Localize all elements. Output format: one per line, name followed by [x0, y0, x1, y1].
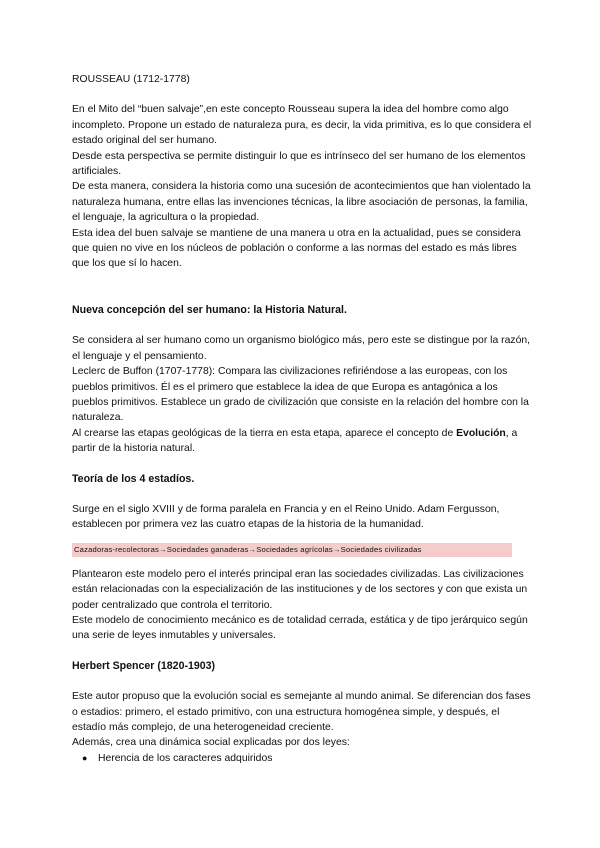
- section-heading-4-estadios: Teoría de los 4 estadíos.: [72, 472, 195, 485]
- section-heading-historia-natural: Nueva concepción del ser humano: la Historia Natural.: [72, 303, 347, 316]
- section-heading-spencer: Herbert Spencer (1820-1903): [72, 659, 216, 672]
- list-item-text: Herencia de los caracteres adquiridos: [98, 752, 273, 764]
- evolucion-text-start: Al crearse las etapas geológicas de la tierra en esta etapa, aparece el concepto de: [72, 427, 457, 439]
- rousseau-paragraph-4: Esta idea del buen salvaje se mantiene de una manera u otra en la actualidad, pues se considera que quien no vive en los núcleos de población o conforme a las normas del estado es más libres que los que sí lo hacen.: [72, 227, 521, 270]
- estadios-paragraph-1: Surge en el siglo XVIII y de forma paralela en Francia y en el Reino Unido. Adam Fergusson, establecen por primera vez las cuatro etapas de la historia de la humanidad.: [72, 503, 500, 531]
- estadios-paragraph-3: Este modelo de conocimiento mecánico es de totalidad cerrada, estática y de tipo jerárquico según una serie de leyes inmutables y universales.: [72, 614, 528, 642]
- document-title: ROUSSEAU (1712-1778): [72, 74, 190, 85]
- evolucion-bold: Evolución: [456, 427, 506, 439]
- historia-natural-paragraph-1: Se considera al ser humano como un organismo biológico más, pero este se distingue por la razón, el lenguaje y el pensamiento.: [72, 335, 531, 362]
- spencer-paragraph-1: Este autor propuso que la evolución social es semejante al mundo animal. Se diferencian dos fases o estadios: primero, el estado primitivo, con una estructura homogénea simple, y después, el estadío más complejo, de una heterogeneidad creciente.: [72, 691, 531, 733]
- list-item: [82, 751, 532, 766]
- historia-natural-paragraph-3: [72, 426, 532, 457]
- evolucion-text-end: , a partir de la historia natural.: [72, 427, 518, 455]
- spencer-paragraph-2: Además, crea una dinámica social explicadas por dos leyes:: [72, 737, 350, 749]
- estadios-paragraph-2: Plantearon este modelo pero el interés principal eran las sociedades civilizadas. Las civilizaciones están relacionadas con la especialización de las instituciones y de los sectores y con que exista un poder centralizado que controla el territorio.: [72, 568, 528, 611]
- historia-natural-paragraph-2: Leclerc de Buffon (1707-1778): Compara las civilizaciones refiriéndose a las europeas, con los pueblos primitivos. Él es el primero que establece la idea de que Europa es antagónica a los pueblos primitivos. Establece un grado de civilización que consiste en la relación del hombre con la naturaleza.: [72, 366, 529, 424]
- document-page: [72, 72, 532, 766]
- spencer-laws-list: [72, 751, 532, 766]
- bullet-icon: ●: [82, 752, 88, 763]
- rousseau-paragraph-1: En el Mito del “buen salvaje”,en este concepto Rousseau supera la idea del hombre como algo incompleto. Propone un estado de naturaleza pura, es decir, la vida primitiva, es lo que considera el estado original del ser humano.: [72, 104, 532, 147]
- rousseau-paragraph-2: Desde esta perspectiva se permite distinguir lo que es intrínseco del ser humano de los elementos artificiales.: [72, 150, 526, 178]
- rousseau-paragraph-3: De esta manera, considera la historia como una sucesión de acontecimientos que han violentado la naturaleza humana, entre ellas las invenciones técnicas, la libre asociación de personas, la familia, el lenguaje, la agricultura o la propiedad.: [72, 181, 531, 224]
- estadios-sequence-highlight: Cazadoras-recolectoras→Sociedades ganaderas→Sociedades agrícolas→Sociedades civilizadas: [72, 543, 512, 557]
